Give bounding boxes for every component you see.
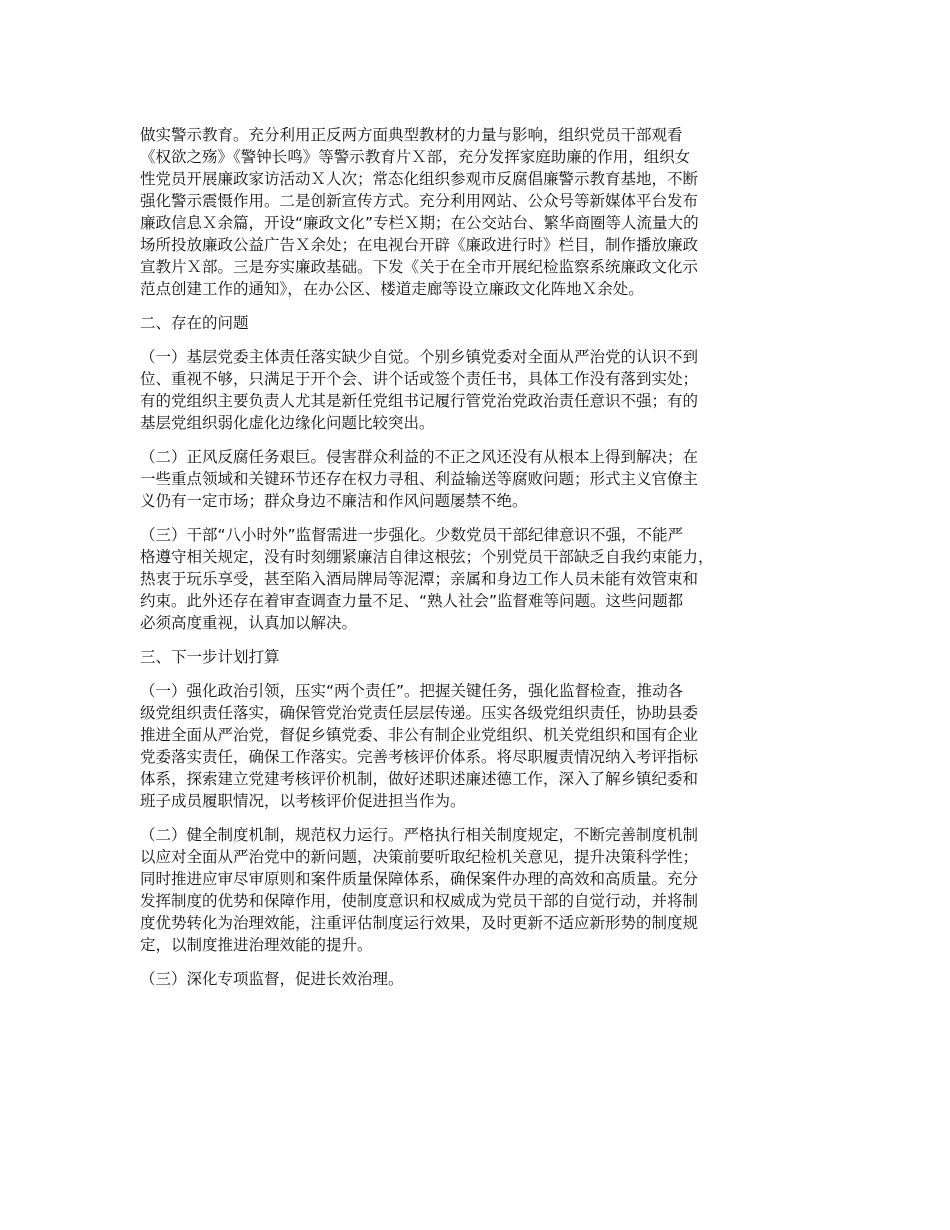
paragraph-warning-education: 做实警示教育。充分利用正反两方面典型教材的力量与影响，组织党员干部观看 《权欲之殇》《警钟长鸣》等警示教育片Ｘ部，充分发挥家庭助廉的作用，组织女 性党员开展廉政家访活动Ｘ人次；常态化组织参观市反腐倡廉警示教育基地，不断 强化警示震慑作用。二是创新宣传方式。充分利用网站、公众号等新媒体平台发布 廉政信息Ｘ余篇，开设“廉政文化”专栏Ｘ期；在公交站台、繁华商圈等人流量大的 场所投放廉政公益广告Ｘ余处；在电视台开辟《廉政进行时》栏目，制作播放廉政 宣教片Ｘ部。三是夯实廉政基础。下发《关于在全市开展纪检监察系统廉政文化示 范点创建工作的通知》，在办公区、楼道走廊等设立廉政文化阵地Ｘ余处。 bbox=[140, 126, 699, 298]
section-heading-next-steps: 三、下一步计划打算 bbox=[140, 648, 280, 666]
section-heading-problems: 二、存在的问题 bbox=[140, 314, 249, 332]
document-body bbox=[140, 124, 830, 1002]
paragraph-plan-2: （二）健全制度机制，规范权力运行。严格执行相关制度规定，不断完善制度机制 以应对全面从严治党中的新问题，决策前要听取纪检机关意见，提升决策科学性； 同时推进应审尽审原则和案件质量保障体系，确保案件办理的高效和高质量。充分 发挥制度的优势和保障作用，使制度意识和权威成为党员干部的自觉行动，并将制 度优势转化为治理效能，注重评估制度运行效果，及时更新不适应新形势的制度规 定，以制度推进治理效能的提升。 bbox=[140, 826, 699, 954]
paragraph-problem-3: （三）干部“八小时外”监督需进一步强化。少数党员干部纪律意识不强，不能严 格遵守相关规定，没有时刻绷紧廉洁自律这根弦；个别党员干部缺乏自我约束能力， 热衷于玩乐享受，甚至陷入酒局牌局等泥潭；亲属和身边工作人员未能有效管束和 约束。此外还存在着审查调查力量不足、“熟人社会”监督难等问题。这些问题都 必须高度重视，认真加以解决。 bbox=[140, 526, 714, 632]
paragraph-plan-1: （一）强化政治引领，压实“两个责任”。把握关键任务，强化监督检查，推动各 级党组织责任落实，确保管党治党责任层层传递。压实各级党组织责任，协助县委 推进全面从严治党，督促乡镇党委、非公有制企业党组织、机关党组织和国有企业 党委落实责任，确保工作落实。完善考核评价体系。将尽职履责情况纳入考评指标 体系，探索建立党建考核评价机制，做好述职述廉述德工作，深入了解乡镇纪委和 班子成员履职情况，以考核评价促进担当作为。 bbox=[140, 682, 699, 810]
paragraph-plan-3: （三）深化专项监督，促进长效治理。 bbox=[140, 970, 404, 988]
paragraph-problem-1: （一）基层党委主体责任落实缺少自觉。个别乡镇党委对全面从严治党的认识不到 位、重视不够，只满足于开个会、讲个话或签个责任书，具体工作没有落到实处； 有的党组织主要负责人尤其是新任党组书记履行管党治党政治责任意识不强；有的 基层党组织弱化虚化边缘化问题比较突出。 bbox=[140, 348, 699, 432]
paragraph-problem-2: （二）正风反腐任务艰巨。侵害群众利益的不正之风还没有从根本上得到解决；在 一些重点领域和关键环节还存在权力寻租、利益输送等腐败问题；形式主义官僚主 义仍有一定市场；群众身边不廉洁和作风问题屡禁不绝。 bbox=[140, 448, 699, 510]
